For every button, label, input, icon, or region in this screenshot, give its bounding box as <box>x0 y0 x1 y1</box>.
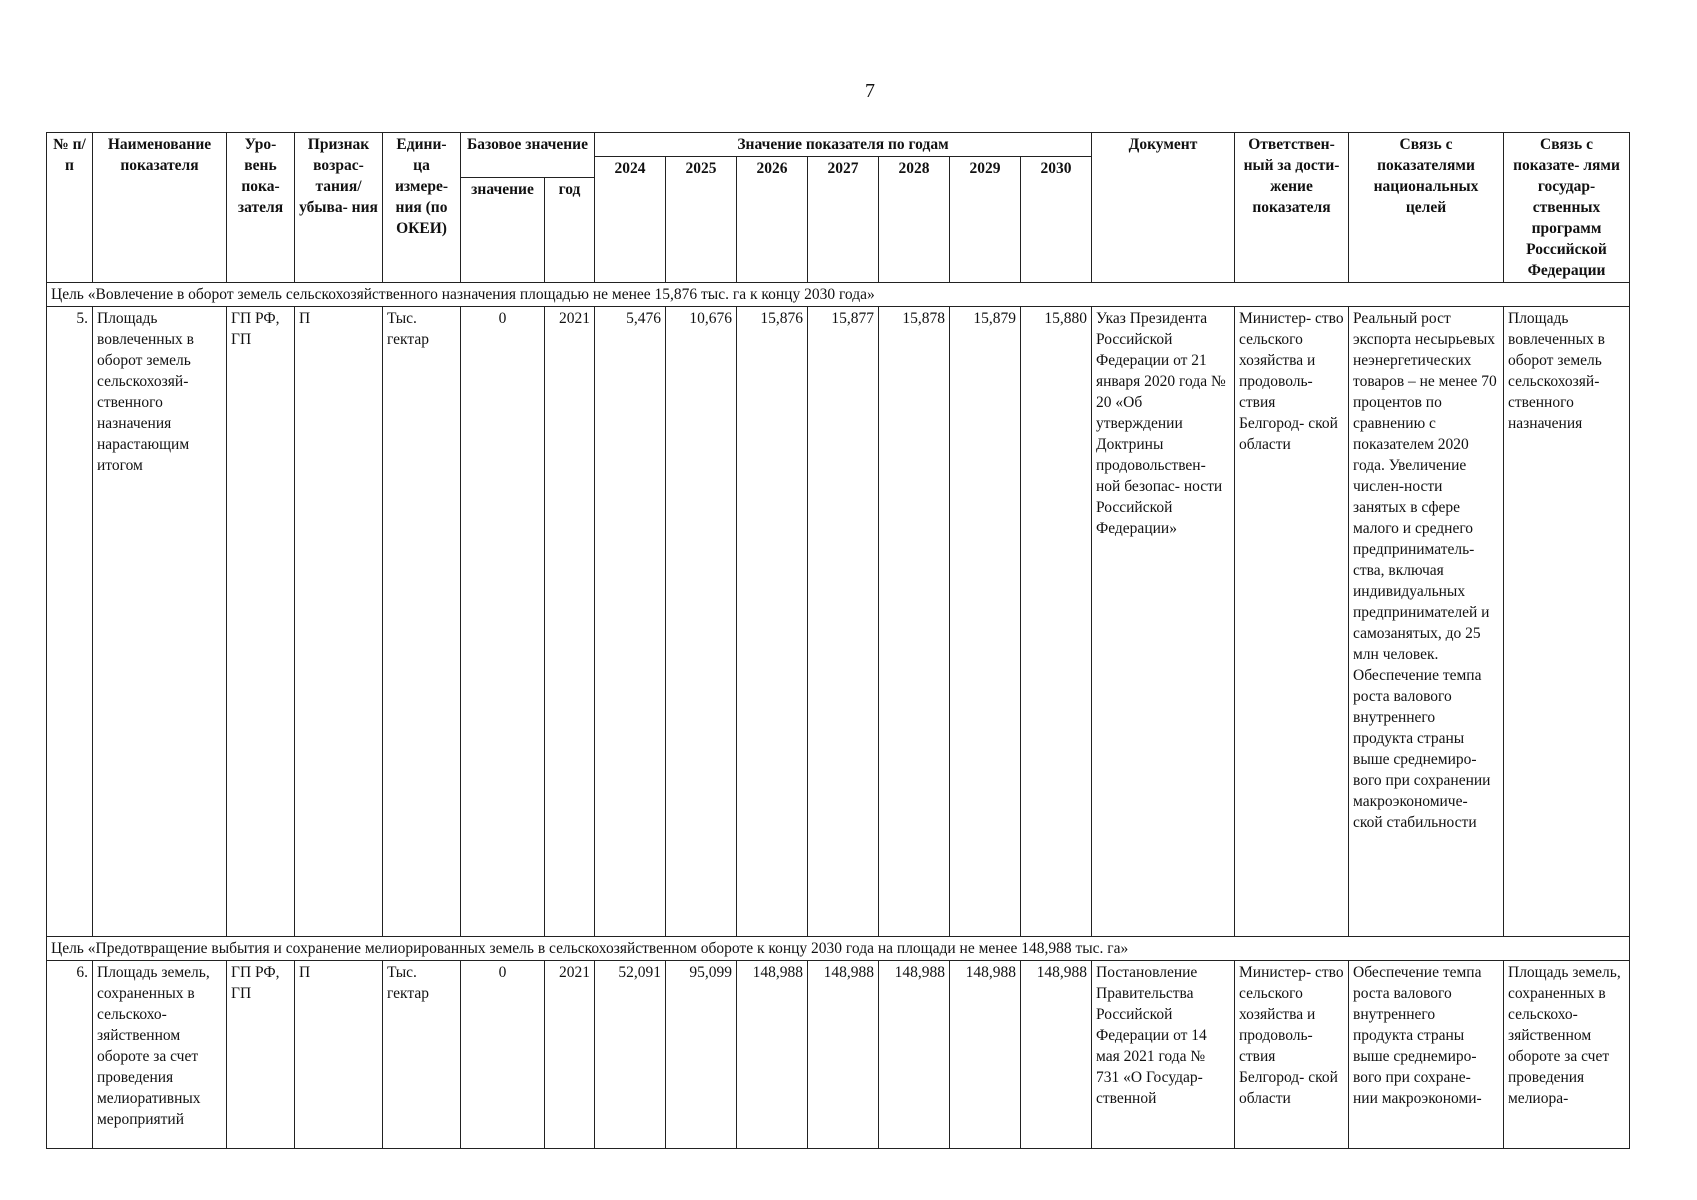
header-national: Связь с показателями национальных целей <box>1349 133 1504 283</box>
header-by-years: Значение показателя по годам <box>595 133 1092 157</box>
row-base-year: 2021 <box>545 307 595 937</box>
header-responsible: Ответствен- ный за дости- жение показателя <box>1235 133 1349 283</box>
row-programs: Площадь земель, сохраненных в сельскохо- зяйственном обороте за счет проведения мелиора- <box>1504 961 1630 1149</box>
goal-row <box>47 937 1630 961</box>
indicators-table <box>46 132 1630 1149</box>
header-base-value: значение <box>461 178 545 283</box>
row-value: 5,476 <box>595 307 666 937</box>
row-programs: Площадь вовлеченных в оборот земель сельскохозяй- ственного назначения <box>1504 307 1630 937</box>
row-level: ГП РФ, ГП <box>227 307 295 937</box>
row-unit: Тыс. гектар <box>383 961 461 1149</box>
header-year: 2028 <box>879 157 950 283</box>
header-year: 2024 <box>595 157 666 283</box>
row-national: Реальный рост экспорта несырьевых неэнергетических товаров – не менее 70 процентов по сравнению с показателем 2020 года. Увеличение числен-ности занятых в сфере малого и среднего предприниматель- ства, включая индивидуальных предпринимателей и самозанятых, до 25 млн человек. Обеспечение темпа роста валового внутреннего продукта страны выше среднемиро- вого при сохранении макроэкономиче- ской стабильности <box>1349 307 1504 937</box>
row-base-value: 0 <box>461 307 545 937</box>
header-name: Наименование показателя <box>93 133 227 283</box>
row-value: 148,988 <box>808 961 879 1149</box>
row-value: 15,880 <box>1021 307 1092 937</box>
row-value: 15,877 <box>808 307 879 937</box>
header-year: 2029 <box>950 157 1021 283</box>
header-year: 2027 <box>808 157 879 283</box>
row-value: 148,988 <box>879 961 950 1149</box>
row-base-value: 0 <box>461 961 545 1149</box>
table-row <box>47 307 1630 937</box>
header-document: Документ <box>1092 133 1235 283</box>
row-unit: Тыс. гектар <box>383 307 461 937</box>
row-sign: П <box>295 307 383 937</box>
row-responsible: Министер- ство сельского хозяйства и продоволь- ствия Белгород- ской области <box>1235 307 1349 937</box>
goal-text: Цель «Вовлечение в оборот земель сельскохозяйственного назначения площадью не менее 15,876 тыс. га к концу 2030 года» <box>47 283 1630 307</box>
header-sign: Признак возрас- тания/ убыва- ния <box>295 133 383 283</box>
row-value: 95,099 <box>666 961 737 1149</box>
header-base-year: год <box>545 178 595 283</box>
row-document: Постановление Правительства Российской Федерации от 14 мая 2021 года № 731 «О Государ- ственной <box>1092 961 1235 1149</box>
row-value: 52,091 <box>595 961 666 1149</box>
row-value: 15,876 <box>737 307 808 937</box>
header-unit: Едини- ца измере- ния (по ОКЕИ) <box>383 133 461 283</box>
header-year: 2026 <box>737 157 808 283</box>
header-base: Базовое значение <box>461 133 595 178</box>
row-value: 15,879 <box>950 307 1021 937</box>
row-sign: П <box>295 961 383 1149</box>
row-name: Площадь вовлеченных в оборот земель сельскохозяй- ственного назначения нарастающим итогом <box>93 307 227 937</box>
header-programs: Связь с показате- лями государ- ственных программ Российской Федерации <box>1504 133 1630 283</box>
header-row <box>47 133 1630 157</box>
table-row <box>47 961 1630 1149</box>
row-value: 148,988 <box>1021 961 1092 1149</box>
goal-row <box>47 283 1630 307</box>
header-year: 2025 <box>666 157 737 283</box>
goal-text: Цель «Предотвращение выбытия и сохранение мелиорированных земель в сельскохозяйственном обороте к концу 2030 года на площади не менее 148,988 тыс. га» <box>47 937 1630 961</box>
row-value: 148,988 <box>950 961 1021 1149</box>
row-num: 5. <box>47 307 93 937</box>
header-level: Уро- вень пока- зателя <box>227 133 295 283</box>
row-name: Площадь земель, сохраненных в сельскохо- зяйственном обороте за счет проведения мелиоративных мероприятий <box>93 961 227 1149</box>
page-number: 7 <box>865 80 875 102</box>
row-document: Указ Президента Российской Федерации от 21 января 2020 года № 20 «Об утверждении Доктрины продовольствен- ной безопас- ности Российской Федерации» <box>1092 307 1235 937</box>
row-responsible: Министер- ство сельского хозяйства и продоволь- ствия Белгород- ской области <box>1235 961 1349 1149</box>
header-num: № п/п <box>47 133 93 283</box>
row-num: 6. <box>47 961 93 1149</box>
header-year: 2030 <box>1021 157 1092 283</box>
row-base-year: 2021 <box>545 961 595 1149</box>
row-value: 148,988 <box>737 961 808 1149</box>
row-level: ГП РФ, ГП <box>227 961 295 1149</box>
row-value: 10,676 <box>666 307 737 937</box>
row-national: Обеспечение темпа роста валового внутреннего продукта страны выше среднемиро- вого при сохране- нии макроэкономи- <box>1349 961 1504 1149</box>
row-value: 15,878 <box>879 307 950 937</box>
